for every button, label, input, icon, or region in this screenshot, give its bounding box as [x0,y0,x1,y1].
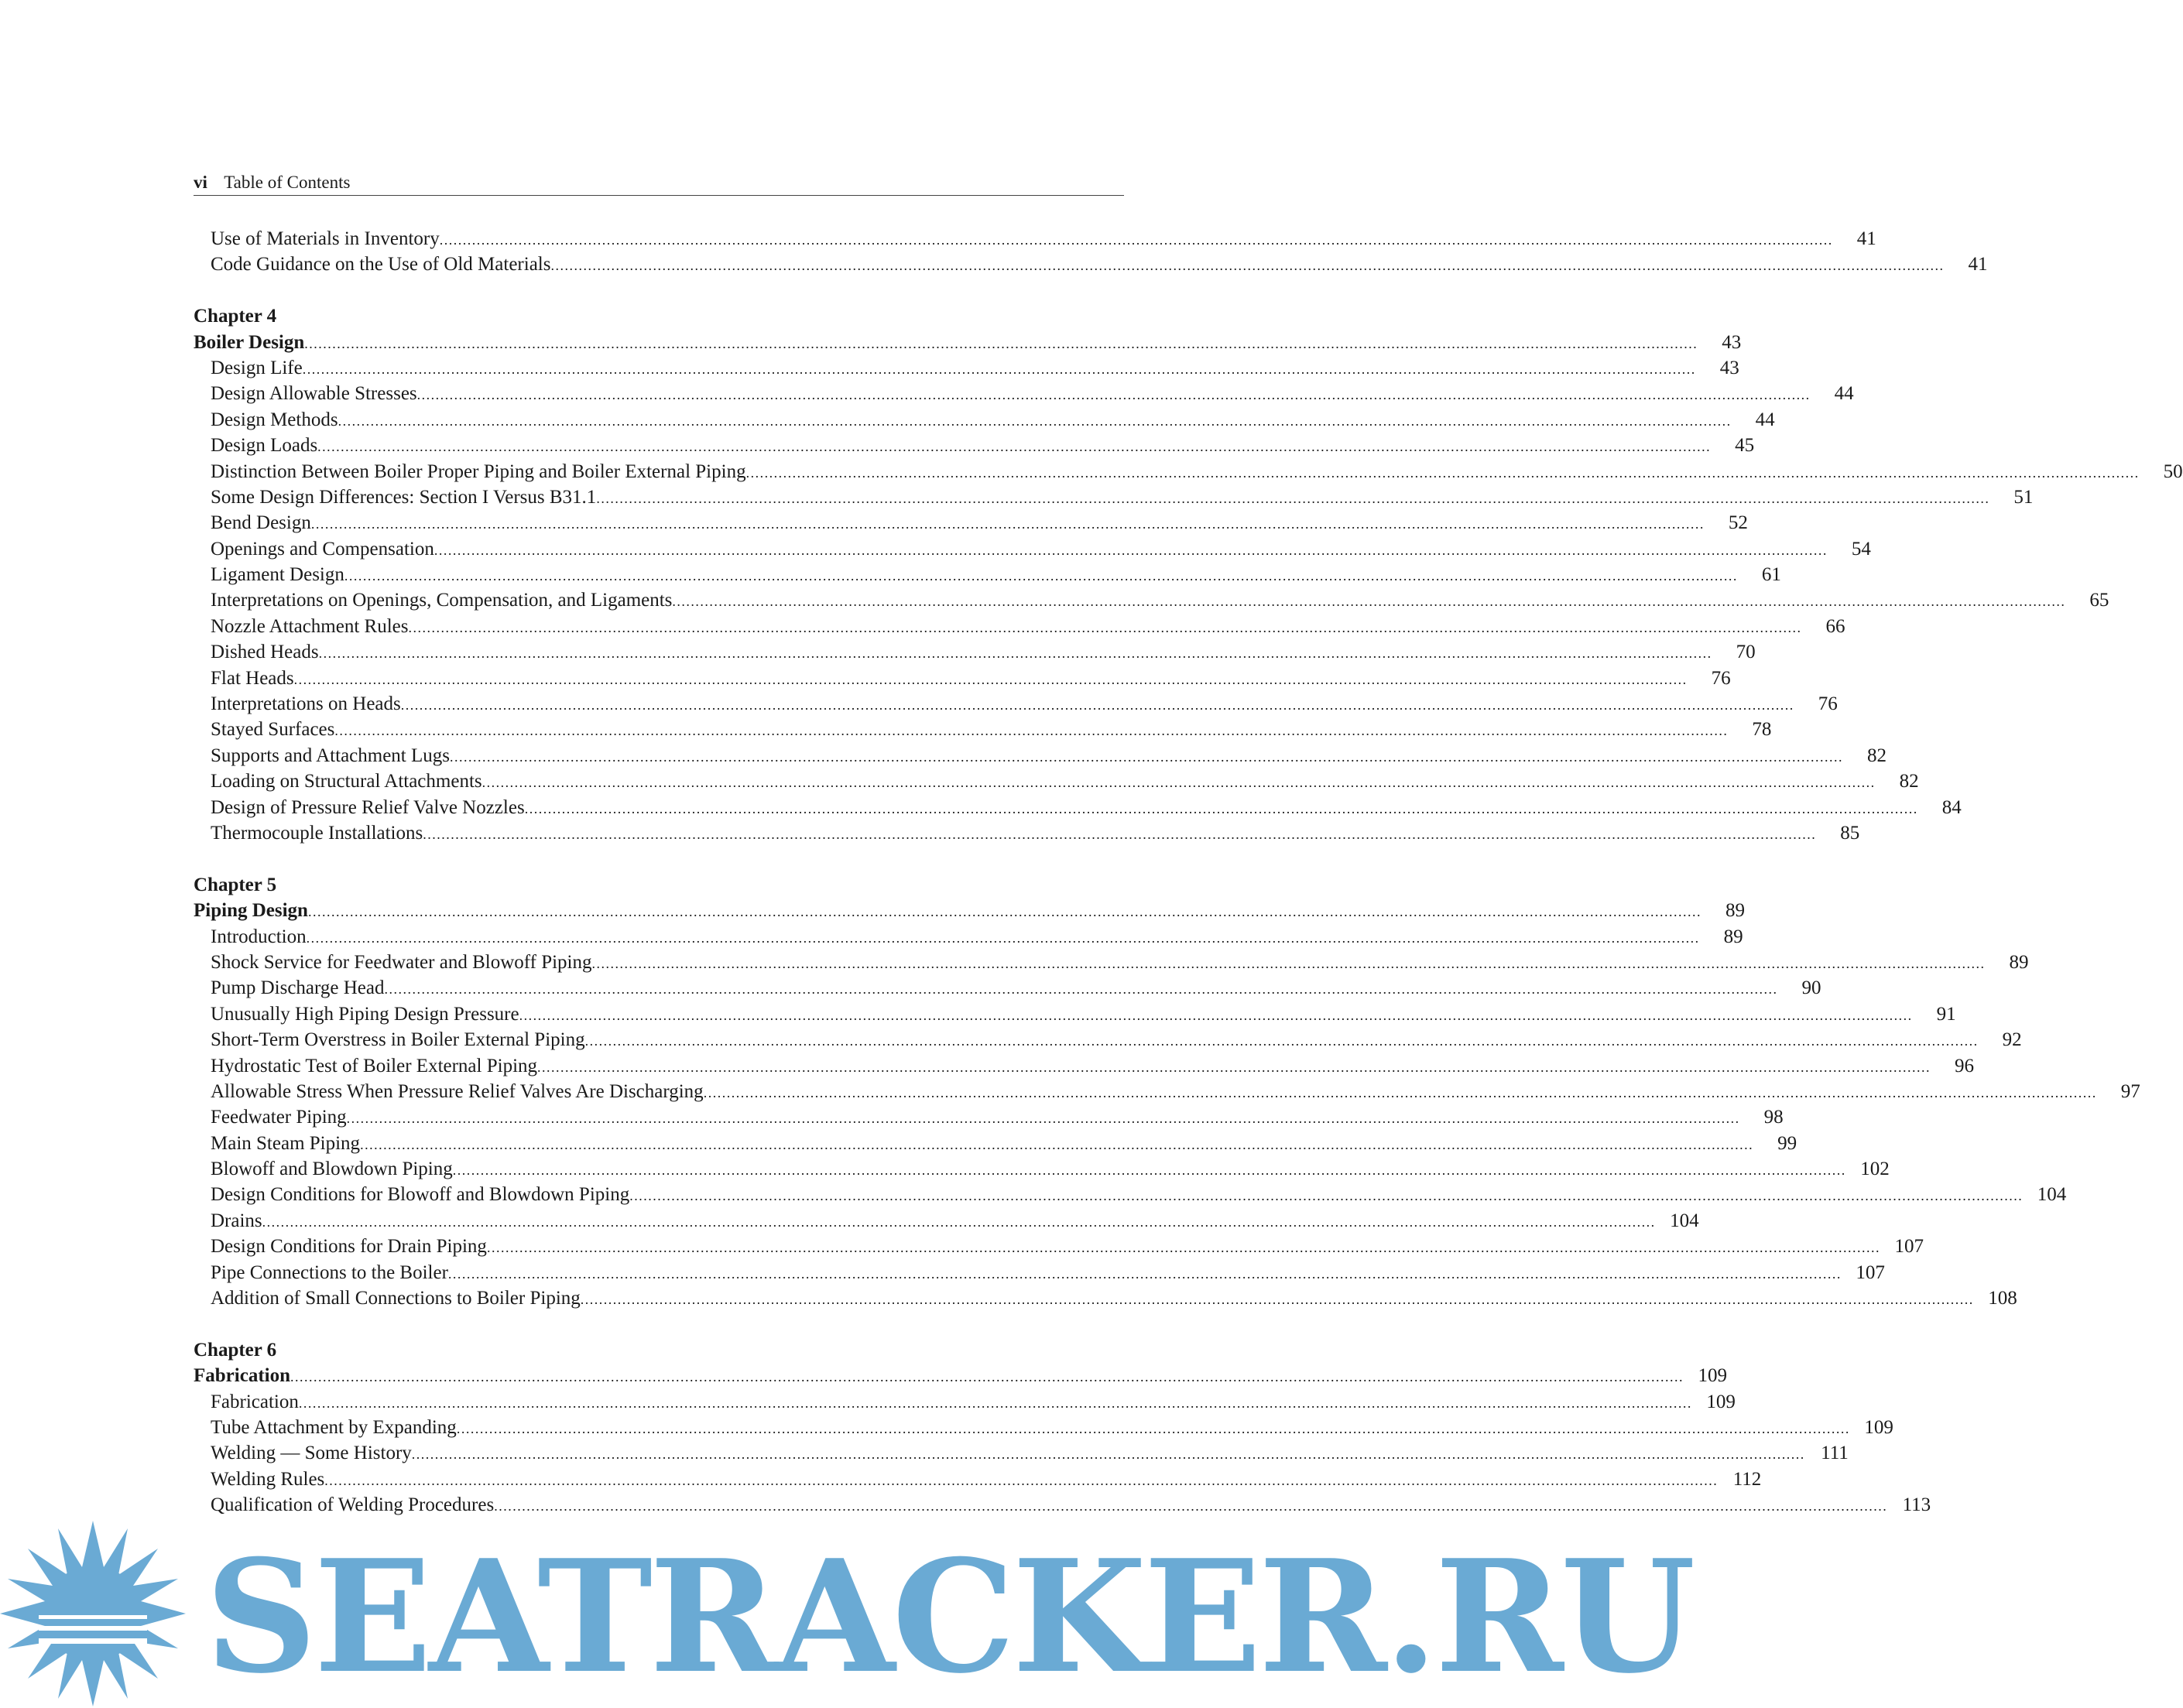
toc-entry-title: Some Design Differences: Section I Versus B31.1 [211,486,597,508]
toc-entry-title: Unusually High Piping Design Pressure [211,1003,519,1025]
toc-entry[interactable] [194,1156,1890,1182]
toc-entry[interactable] [194,562,1781,587]
toc-page-number: 96 [1955,1055,1975,1076]
dot-leader [324,1468,1718,1494]
toc-entry[interactable] [194,1234,1924,1259]
toc-page-number: 82 [1867,744,1887,766]
dot-leader [401,693,1794,718]
toc-entry[interactable] [194,1027,2022,1053]
dot-leader [482,770,1876,796]
toc-entry[interactable] [194,459,2183,484]
toc-entry[interactable] [194,1415,1893,1440]
toc-entry-title: Dished Heads [211,642,319,663]
toc-entry[interactable] [194,768,1919,794]
toc-entry[interactable] [194,924,1743,950]
toc-page-number: 98 [1763,1107,1784,1128]
dot-leader [487,1235,1880,1261]
toc-entry[interactable] [194,1182,2067,1207]
dot-leader [585,1029,1979,1054]
toc-entry-title: Feedwater Piping [211,1107,347,1128]
toc-page-number: 61 [1761,564,1781,586]
toc-entry[interactable] [194,666,1731,691]
toc-entry-title: Thermocouple Installations [211,822,423,844]
running-head [194,172,1124,196]
toc-entry-title: Pump Discharge Head [211,977,385,999]
toc-page-number: 45 [1735,435,1755,457]
toc-page-number: 112 [1732,1468,1762,1490]
chapter-label: Chapter 4 [194,306,277,327]
toc-page-number: 113 [1902,1494,1931,1516]
dot-leader [746,460,2140,486]
toc-entry-title: Hydrostatic Test of Boiler External Piping [211,1055,538,1076]
toc-entry-title: Design Conditions for Drain Piping [211,1236,487,1258]
toc-entry-title: Code Guidance on the Use of Old Materials [211,254,551,276]
dot-leader [304,331,1698,357]
toc-entry[interactable] [194,795,1962,820]
toc-entry-title: Welding Rules [211,1468,325,1490]
toc-entry-title: Nozzle Attachment Rules [211,615,409,637]
dot-leader [338,409,1732,434]
dot-leader [412,1442,1805,1467]
dot-leader [294,667,1688,693]
toc-entry-title: Blowoff and Blowdown Piping [211,1159,453,1180]
dot-leader [457,1416,1850,1442]
dot-leader [303,357,1696,382]
dot-leader [317,434,1711,460]
toc-entry-title: Interpretations on Heads [211,693,401,715]
toc-entry[interactable] [194,355,1739,381]
dot-leader [525,796,1918,822]
toc-entry-title: Welding — Some History [211,1443,412,1464]
toc-page-number: 92 [2002,1029,2022,1051]
toc-page-number: 89 [2009,951,2029,973]
toc-entry-title: Boiler Design [194,331,305,353]
toc-page-number: 107 [1894,1236,1924,1258]
chapter-label: Chapter 6 [194,1339,277,1361]
toc-page-number: 109 [1706,1391,1736,1412]
toc-page-number: 50 [2163,460,2183,482]
chapter-heading[interactable] [194,1363,1727,1388]
dot-leader [494,1494,1887,1519]
toc-entry[interactable] [194,1467,1762,1492]
toc-entry[interactable] [194,1389,1736,1415]
toc-page-number: 107 [1856,1261,1885,1283]
chapter-heading[interactable] [194,898,1745,923]
toc-entry[interactable] [194,1104,1784,1130]
toc-page-number: 43 [1722,331,1742,353]
toc-page-number: 76 [1818,693,1838,715]
dot-leader [334,718,1728,744]
toc-page-number: 108 [1988,1288,2017,1309]
toc-page-number: 104 [1670,1210,1699,1231]
toc-entry-title: Design Loads [211,435,318,457]
dot-leader [672,589,2065,614]
toc-entry[interactable] [194,1440,1849,1466]
page-number: vi [194,173,207,192]
dot-leader [550,253,1944,279]
toc-entry-title: Fabrication [211,1391,299,1412]
toc-entry-title: Piping Design [194,900,308,922]
toc-entry[interactable] [194,433,1755,458]
toc-page-number: 84 [1941,796,1962,818]
toc-entry-title: Shock Service for Feedwater and Blowoff Piping [211,951,592,973]
toc-entry[interactable] [194,226,1876,252]
toc-entry-title: Distinction Between Boiler Proper Piping and Boiler External Piping [211,460,746,482]
dot-leader [453,1158,1846,1183]
dot-leader [629,1183,2023,1209]
toc-entry[interactable] [194,743,1887,768]
toc-page-number: 51 [2013,486,2034,508]
toc-entry[interactable] [194,691,1838,717]
toc-page-number: 91 [1936,1003,1956,1025]
toc-entry-title: Flat Heads [211,667,294,689]
toc-page-number: 66 [1825,615,1845,637]
toc-entry-title: Allowable Stress When Pressure Relief Valves Are Discharging [211,1080,704,1102]
toc-page-number: 52 [1728,512,1748,534]
toc-page-number: 104 [2037,1184,2067,1206]
toc-entry[interactable] [194,1079,2140,1104]
toc-entry[interactable] [194,407,1775,433]
toc-entry[interactable] [194,1492,1931,1518]
toc-page-number: 82 [1899,771,1919,792]
toc-entry[interactable] [194,536,1871,562]
toc-entry-title: Interpretations on Openings, Compensation, and Ligaments [211,590,673,611]
toc-entry-title: Main Steam Piping [211,1132,361,1154]
toc-page-number: 76 [1711,667,1731,689]
toc-page-number: 44 [1755,409,1775,430]
toc-entry-title: Design Life [211,357,303,378]
dot-leader [319,641,1712,666]
toc-entry-title: Design Conditions for Blowoff and Blowdown Piping [211,1184,630,1206]
toc-entry[interactable] [194,1001,1956,1027]
toc-entry-title: Openings and Compensation [211,538,434,560]
dot-leader [262,1210,1656,1235]
toc-page-number: 70 [1736,642,1756,663]
toc-entry-title: Tube Attachment by Expanding [211,1416,457,1438]
toc-entry[interactable] [194,484,2034,510]
toc-page-number: 41 [1968,254,1988,276]
toc-entry[interactable] [194,950,2029,975]
dot-leader [440,228,1833,253]
dot-leader [417,382,1811,408]
toc-entry-title: Design Methods [211,409,338,430]
table-of-contents [194,226,2183,1518]
dot-leader [450,744,1843,770]
toc-entry-title: Addition of Small Connections to Boiler Piping [211,1288,581,1309]
toc-page-number: 111 [1821,1443,1849,1464]
toc-entry-title: Bend Design [211,512,311,534]
dot-leader [581,1287,1974,1313]
toc-entry[interactable] [194,614,1845,639]
toc-entry-title: Short-Term Overstress in Boiler External Piping [211,1029,585,1051]
dot-leader [519,1003,1913,1029]
sun-disc [45,1566,141,1662]
toc-entry[interactable] [194,1131,1797,1156]
toc-entry-title: Pipe Connections to the Boiler [211,1261,448,1283]
toc-page-number: 102 [1860,1159,1890,1180]
toc-entry[interactable] [194,510,1748,536]
toc-page-number: 85 [1840,822,1860,844]
toc-entry[interactable] [194,1053,1975,1079]
toc-page-number: 41 [1856,228,1876,249]
toc-entry[interactable] [194,252,1988,277]
toc-page-number: 89 [1723,926,1743,947]
dot-leader [360,1132,1753,1158]
toc-entry-title: Stayed Surfaces [211,719,335,741]
dot-leader [307,926,1700,951]
dot-leader [704,1080,2097,1106]
toc-page-number: 109 [1698,1365,1727,1387]
toc-entry-title: Use of Materials in Inventory [211,228,440,249]
dot-leader [434,538,1828,563]
toc-entry[interactable] [194,1260,1885,1285]
toc-page-number: 54 [1851,538,1871,560]
watermark-logo-text: SEATRACKER.RU [205,1526,1693,1708]
toc-entry[interactable] [194,639,1756,665]
sun-logo-icon [0,1501,209,1703]
toc-entry[interactable] [194,1208,1699,1234]
toc-page-number: 43 [1719,357,1739,378]
toc-entry-title: Loading on Structural Attachments [211,771,482,792]
toc-entry[interactable] [194,381,1854,406]
toc-page-number: 90 [1801,977,1821,999]
toc-page-number: 65 [2089,590,2109,611]
toc-page-number: 78 [1752,719,1772,741]
dot-leader [385,977,1778,1002]
toc-entry[interactable] [194,975,1821,1001]
toc-entry[interactable] [194,717,1772,742]
dot-leader [344,563,1738,589]
chapter-label: Chapter 5 [194,874,277,895]
toc-entry[interactable] [194,587,2109,613]
toc-entry-title: Design Allowable Stresses [211,383,417,405]
dot-leader [596,486,1989,512]
toc-entry[interactable] [194,1285,2017,1311]
dot-leader [423,822,1816,847]
dot-leader [592,951,1986,977]
toc-entry-title: Qualification of Welding Procedures [211,1494,495,1516]
chapter-heading[interactable] [194,330,1742,355]
toc-entry-title: Design of Pressure Relief Valve Nozzles [211,796,525,818]
toc-page-number: 99 [1777,1132,1797,1154]
toc-page-number: 97 [2120,1080,2140,1102]
dot-leader [299,1391,1692,1416]
toc-entry-title: Fabrication [194,1365,290,1387]
toc-entry[interactable] [194,820,1860,846]
dot-leader [311,512,1705,537]
dot-leader [537,1055,1931,1080]
toc-entry-title: Supports and Attachment Lugs [211,744,450,766]
dot-leader [408,615,1801,641]
dot-leader [347,1106,1740,1131]
toc-page-number: 89 [1725,900,1745,922]
toc-entry-title: Ligament Design [211,564,344,586]
toc-page-number: 109 [1864,1416,1893,1438]
dot-leader [290,1364,1684,1390]
toc-entry-title: Drains [211,1210,262,1231]
dot-leader [448,1261,1842,1287]
running-head-title: Table of Contents [224,173,351,192]
dot-leader [308,899,1702,925]
toc-page-number: 44 [1834,383,1854,405]
toc-entry-title: Introduction [211,926,307,947]
